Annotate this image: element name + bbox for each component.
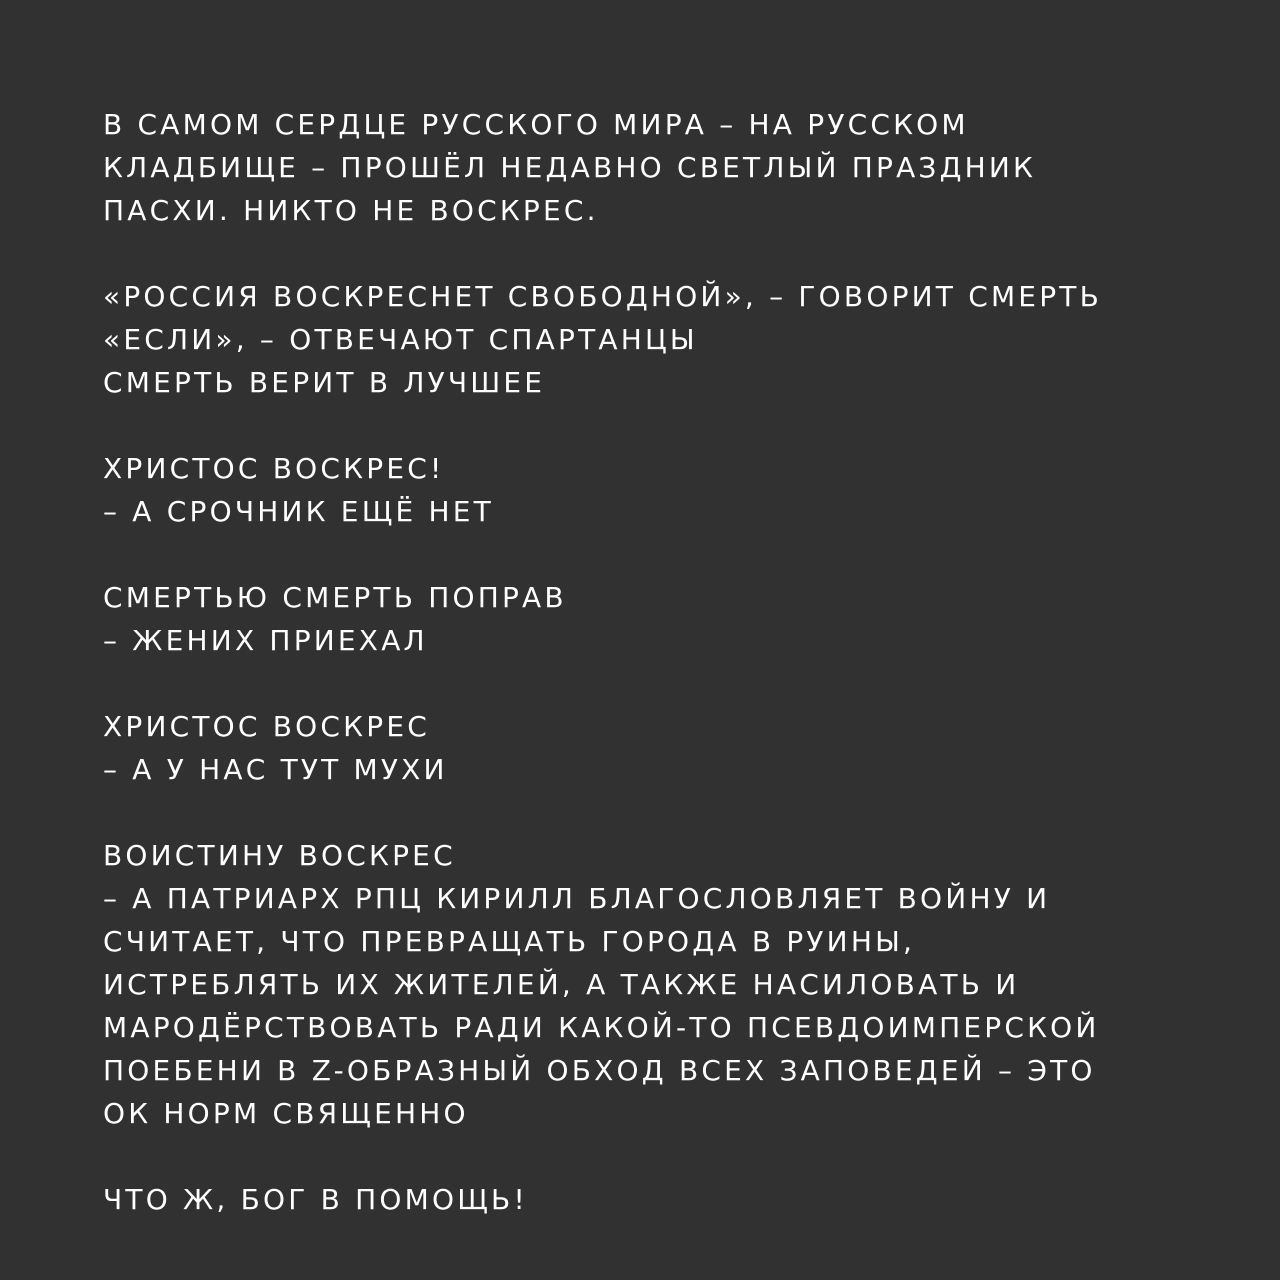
text-line: – А У НАС ТУТ МУХИ [103,753,448,786]
paragraph-spacer [103,662,1213,705]
paragraph-3 [103,447,1213,533]
text-line: МАРОДЁРСТВОВАТЬ РАДИ КАКОЙ-ТО ПСЕВДОИМПЕРСКОЙ [103,1011,1100,1044]
text-card [103,103,1213,1221]
text-line: СМЕРТЬ ВЕРИТ В ЛУЧШЕЕ [103,366,546,399]
text-line: ИСТРЕБЛЯТЬ ИХ ЖИТЕЛЕЙ, А ТАКЖЕ НАСИЛОВАТЬ И [103,968,1020,1001]
paragraph-1 [103,103,1213,232]
text-line: ПАСХИ. НИКТО НЕ ВОСКРЕС. [103,194,599,227]
text-line: КЛАДБИЩЕ – ПРОШЁЛ НЕДАВНО СВЕТЛЫЙ ПРАЗДНИК [103,151,1037,184]
paragraph-7 [103,1178,1213,1221]
paragraph-spacer [103,232,1213,275]
paragraph-spacer [103,533,1213,576]
text-line: ПОЕБЕНИ В Z-ОБРАЗНЫЙ ОБХОД ВСЕХ ЗАПОВЕДЕЙ – ЭТО [103,1054,1096,1087]
text-line: – А СРОЧНИК ЕЩЁ НЕТ [103,495,494,528]
text-line: – ЖЕНИХ ПРИЕХАЛ [103,624,428,657]
paragraph-spacer [103,1135,1213,1178]
paragraph-4 [103,576,1213,662]
paragraph-spacer [103,404,1213,447]
text-line: ОК НОРМ СВЯЩЕННО [103,1097,469,1130]
paragraph-5 [103,705,1213,791]
text-line: «ЕСЛИ», – ОТВЕЧАЮТ СПАРТАНЦЫ [103,323,698,356]
paragraph-6 [103,834,1213,1135]
paragraph-2 [103,275,1213,404]
text-line: «РОССИЯ ВОСКРЕСНЕТ СВОБОДНОЙ», – ГОВОРИТ СМЕРТЬ [103,280,1102,313]
text-line: СЧИТАЕТ, ЧТО ПРЕВРАЩАТЬ ГОРОДА В РУИНЫ, [103,925,916,958]
paragraph-spacer [103,791,1213,834]
text-line: В САМОМ СЕРДЦЕ РУССКОГО МИРА – НА РУССКОМ [103,108,969,141]
text-line: ХРИСТОС ВОСКРЕС [103,710,430,743]
text-line: ЧТО Ж, БОГ В ПОМОЩЬ! [103,1183,528,1216]
text-line: СМЕРТЬЮ СМЕРТЬ ПОПРАВ [103,581,567,614]
text-line: ХРИСТОС ВОСКРЕС! [103,452,445,485]
text-line: ВОИСТИНУ ВОСКРЕС [103,839,456,872]
text-line: – А ПАТРИАРХ РПЦ КИРИЛЛ БЛАГОСЛОВЛЯЕТ ВОЙНУ И [103,882,1051,915]
